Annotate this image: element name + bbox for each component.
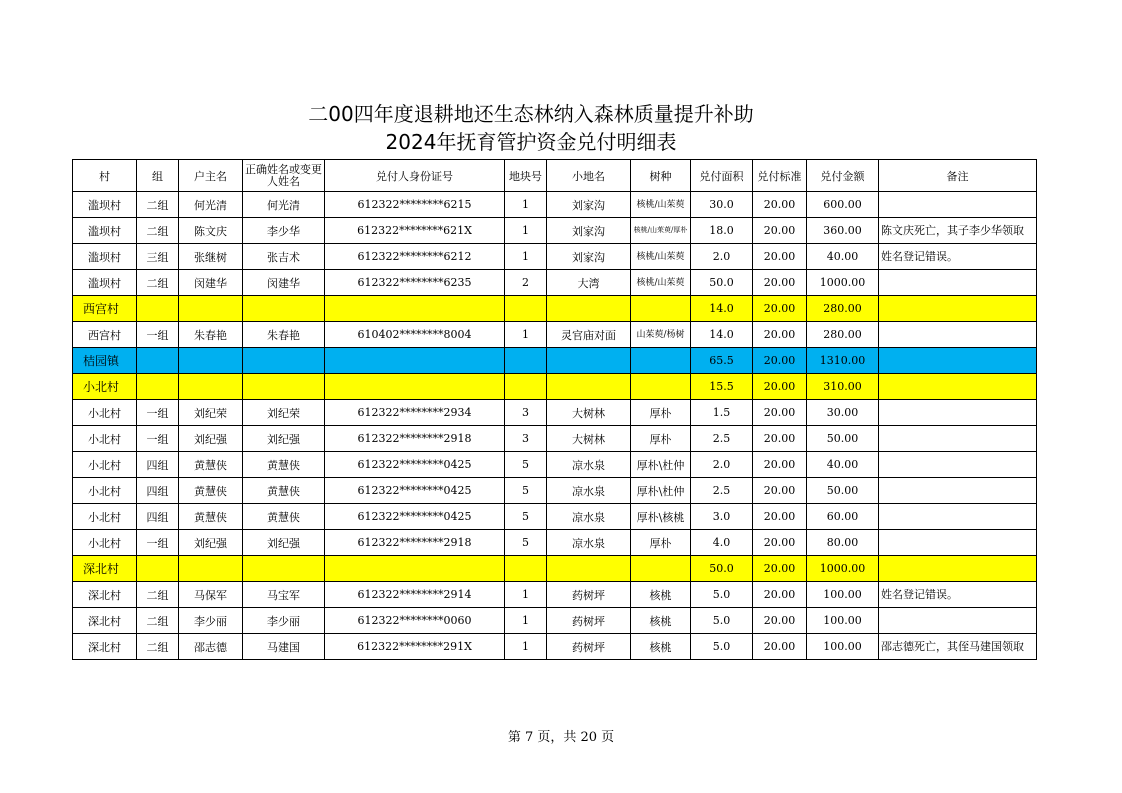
cell-village: 桔园镇 bbox=[73, 348, 137, 374]
cell-place-name bbox=[547, 348, 631, 374]
subtotal-row bbox=[73, 348, 1037, 374]
header-householder: 户主名 bbox=[179, 160, 243, 192]
cell-group bbox=[137, 348, 179, 374]
cell-amount: 280.00 bbox=[807, 296, 879, 322]
cell-id-number bbox=[325, 296, 505, 322]
table-row bbox=[73, 634, 1037, 660]
cell-remarks bbox=[879, 296, 1037, 322]
cell-place-name bbox=[547, 296, 631, 322]
cell-householder: 闵建华 bbox=[179, 270, 243, 296]
cell-tree-species: 厚朴 bbox=[631, 426, 691, 452]
cell-householder: 黄慧侠 bbox=[179, 478, 243, 504]
cell-id-number: 612322********2918 bbox=[325, 530, 505, 556]
cell-group: 一组 bbox=[137, 400, 179, 426]
cell-householder: 何光清 bbox=[179, 192, 243, 218]
cell-id-number: 612322********0425 bbox=[325, 478, 505, 504]
cell-area: 5.0 bbox=[691, 608, 753, 634]
cell-village: 小北村 bbox=[73, 452, 137, 478]
header-area: 兑付面积 bbox=[691, 160, 753, 192]
cell-corrected-name bbox=[243, 296, 325, 322]
cell-remarks bbox=[879, 556, 1037, 582]
cell-corrected-name: 李少丽 bbox=[243, 608, 325, 634]
header-amount: 兑付金额 bbox=[807, 160, 879, 192]
cell-village: 小北村 bbox=[73, 504, 137, 530]
cell-tree-species bbox=[631, 556, 691, 582]
cell-place-name bbox=[547, 556, 631, 582]
page-footer: 第 7 页，共 20 页 bbox=[507, 730, 615, 745]
cell-amount: 80.00 bbox=[807, 530, 879, 556]
cell-place-name: 凉水泉 bbox=[547, 478, 631, 504]
cell-area: 2.5 bbox=[691, 426, 753, 452]
cell-village: 小北村 bbox=[73, 478, 137, 504]
header-id-number: 兑付人身份证号 bbox=[325, 160, 505, 192]
cell-amount: 600.00 bbox=[807, 192, 879, 218]
cell-plot-number bbox=[505, 374, 547, 400]
cell-rate: 20.00 bbox=[753, 322, 807, 348]
cell-id-number: 612322********2934 bbox=[325, 400, 505, 426]
table-row bbox=[73, 270, 1037, 296]
cell-area: 2.0 bbox=[691, 244, 753, 270]
cell-place-name: 凉水泉 bbox=[547, 504, 631, 530]
cell-village: 小北村 bbox=[73, 426, 137, 452]
cell-place-name: 灵官庙对面 bbox=[547, 322, 631, 348]
cell-plot-number: 5 bbox=[505, 478, 547, 504]
cell-householder: 刘纪强 bbox=[179, 426, 243, 452]
cell-group bbox=[137, 296, 179, 322]
cell-area: 14.0 bbox=[691, 322, 753, 348]
cell-amount: 1310.00 bbox=[807, 348, 879, 374]
cell-amount: 50.00 bbox=[807, 478, 879, 504]
cell-tree-species: 厚朴\杜仲 bbox=[631, 452, 691, 478]
cell-place-name: 药树坪 bbox=[547, 582, 631, 608]
cell-place-name: 刘家沟 bbox=[547, 218, 631, 244]
cell-amount: 100.00 bbox=[807, 608, 879, 634]
cell-place-name: 大树林 bbox=[547, 400, 631, 426]
cell-remarks bbox=[879, 608, 1037, 634]
cell-householder: 刘纪强 bbox=[179, 530, 243, 556]
cell-place-name: 药树坪 bbox=[547, 608, 631, 634]
cell-householder: 朱春艳 bbox=[179, 322, 243, 348]
cell-village: 滥坝村 bbox=[73, 192, 137, 218]
cell-id-number: 612322********291X bbox=[325, 634, 505, 660]
cell-village: 小北村 bbox=[73, 530, 137, 556]
cell-amount: 280.00 bbox=[807, 322, 879, 348]
cell-tree-species: 厚朴\核桃 bbox=[631, 504, 691, 530]
table-row bbox=[73, 530, 1037, 556]
cell-area: 30.0 bbox=[691, 192, 753, 218]
cell-place-name: 凉水泉 bbox=[547, 530, 631, 556]
cell-amount: 1000.00 bbox=[807, 556, 879, 582]
cell-rate: 20.00 bbox=[753, 270, 807, 296]
cell-id-number: 612322********2918 bbox=[325, 426, 505, 452]
cell-id-number: 612322********2914 bbox=[325, 582, 505, 608]
cell-plot-number: 1 bbox=[505, 582, 547, 608]
cell-corrected-name: 马建国 bbox=[243, 634, 325, 660]
cell-rate: 20.00 bbox=[753, 608, 807, 634]
cell-plot-number: 1 bbox=[505, 192, 547, 218]
cell-area: 2.0 bbox=[691, 452, 753, 478]
cell-area: 2.5 bbox=[691, 478, 753, 504]
cell-remarks: 姓名登记错误。 bbox=[879, 582, 1037, 608]
cell-group: 二组 bbox=[137, 582, 179, 608]
cell-householder: 邵志德 bbox=[179, 634, 243, 660]
cell-corrected-name bbox=[243, 556, 325, 582]
cell-place-name: 大湾 bbox=[547, 270, 631, 296]
cell-group: 四组 bbox=[137, 452, 179, 478]
cell-village: 小北村 bbox=[73, 400, 137, 426]
cell-id-number: 610402********8004 bbox=[325, 322, 505, 348]
title-line-1: 二00四年度退耕地还生态林纳入森林质量提升补助 bbox=[308, 102, 754, 126]
cell-area: 3.0 bbox=[691, 504, 753, 530]
cell-corrected-name: 李少华 bbox=[243, 218, 325, 244]
cell-plot-number bbox=[505, 348, 547, 374]
cell-plot-number: 5 bbox=[505, 504, 547, 530]
cell-corrected-name bbox=[243, 374, 325, 400]
cell-rate: 20.00 bbox=[753, 452, 807, 478]
cell-place-name bbox=[547, 374, 631, 400]
cell-plot-number: 5 bbox=[505, 530, 547, 556]
cell-area: 14.0 bbox=[691, 296, 753, 322]
cell-area: 5.0 bbox=[691, 634, 753, 660]
cell-amount: 1000.00 bbox=[807, 270, 879, 296]
cell-plot-number: 5 bbox=[505, 452, 547, 478]
cell-householder: 黄慧侠 bbox=[179, 504, 243, 530]
cell-remarks bbox=[879, 452, 1037, 478]
cell-remarks bbox=[879, 400, 1037, 426]
cell-rate: 20.00 bbox=[753, 634, 807, 660]
table-row bbox=[73, 452, 1037, 478]
cell-plot-number: 1 bbox=[505, 218, 547, 244]
cell-group: 一组 bbox=[137, 322, 179, 348]
table-row bbox=[73, 244, 1037, 270]
cell-village: 滥坝村 bbox=[73, 218, 137, 244]
cell-corrected-name bbox=[243, 348, 325, 374]
cell-village: 深北村 bbox=[73, 556, 137, 582]
cell-amount: 50.00 bbox=[807, 426, 879, 452]
cell-area: 15.5 bbox=[691, 374, 753, 400]
table-row bbox=[73, 504, 1037, 530]
cell-area: 50.0 bbox=[691, 270, 753, 296]
cell-place-name: 刘家沟 bbox=[547, 244, 631, 270]
cell-remarks bbox=[879, 530, 1037, 556]
cell-rate: 20.00 bbox=[753, 478, 807, 504]
cell-group: 二组 bbox=[137, 218, 179, 244]
cell-plot-number bbox=[505, 556, 547, 582]
cell-id-number bbox=[325, 374, 505, 400]
cell-plot-number bbox=[505, 296, 547, 322]
cell-rate: 20.00 bbox=[753, 374, 807, 400]
cell-plot-number: 3 bbox=[505, 426, 547, 452]
cell-remarks bbox=[879, 426, 1037, 452]
header-place-name: 小地名 bbox=[547, 160, 631, 192]
cell-place-name: 凉水泉 bbox=[547, 452, 631, 478]
cell-plot-number: 1 bbox=[505, 322, 547, 348]
cell-rate: 20.00 bbox=[753, 218, 807, 244]
cell-householder bbox=[179, 374, 243, 400]
cell-tree-species: 核桃 bbox=[631, 582, 691, 608]
cell-id-number: 612322********0425 bbox=[325, 452, 505, 478]
cell-id-number bbox=[325, 348, 505, 374]
cell-rate: 20.00 bbox=[753, 582, 807, 608]
cell-householder bbox=[179, 296, 243, 322]
cell-village: 西宫村 bbox=[73, 322, 137, 348]
cell-tree-species: 核桃/山茱萸 bbox=[631, 192, 691, 218]
cell-group: 三组 bbox=[137, 244, 179, 270]
cell-group: 二组 bbox=[137, 192, 179, 218]
cell-householder: 张继树 bbox=[179, 244, 243, 270]
cell-group: 二组 bbox=[137, 270, 179, 296]
header-remarks: 备注 bbox=[879, 160, 1037, 192]
table-row bbox=[73, 426, 1037, 452]
cell-amount: 30.00 bbox=[807, 400, 879, 426]
cell-id-number: 612322********621X bbox=[325, 218, 505, 244]
cell-area: 65.5 bbox=[691, 348, 753, 374]
table-row bbox=[73, 582, 1037, 608]
cell-village: 深北村 bbox=[73, 608, 137, 634]
header-rate: 兑付标准 bbox=[753, 160, 807, 192]
title-line-2: 2024年抚育管护资金兑付明细表 bbox=[385, 130, 677, 154]
cell-corrected-name: 黄慧侠 bbox=[243, 478, 325, 504]
cell-tree-species: 核桃/山茱萸/厚朴 bbox=[631, 218, 691, 244]
cell-amount: 100.00 bbox=[807, 634, 879, 660]
cell-area: 1.5 bbox=[691, 400, 753, 426]
cell-corrected-name: 黄慧侠 bbox=[243, 452, 325, 478]
cell-amount: 100.00 bbox=[807, 582, 879, 608]
cell-remarks bbox=[879, 270, 1037, 296]
cell-tree-species: 厚朴 bbox=[631, 400, 691, 426]
table-row bbox=[73, 608, 1037, 634]
cell-corrected-name: 朱春艳 bbox=[243, 322, 325, 348]
payment-detail-table bbox=[72, 159, 1037, 660]
cell-rate: 20.00 bbox=[753, 348, 807, 374]
cell-householder bbox=[179, 556, 243, 582]
cell-group: 四组 bbox=[137, 478, 179, 504]
cell-householder: 刘纪荣 bbox=[179, 400, 243, 426]
cell-id-number: 612322********6235 bbox=[325, 270, 505, 296]
cell-amount: 40.00 bbox=[807, 452, 879, 478]
subtotal-row bbox=[73, 556, 1037, 582]
table-row bbox=[73, 218, 1037, 244]
cell-remarks bbox=[879, 192, 1037, 218]
cell-rate: 20.00 bbox=[753, 530, 807, 556]
cell-tree-species bbox=[631, 348, 691, 374]
cell-area: 5.0 bbox=[691, 582, 753, 608]
cell-householder bbox=[179, 348, 243, 374]
cell-remarks bbox=[879, 322, 1037, 348]
table-row bbox=[73, 400, 1037, 426]
cell-corrected-name: 刘纪强 bbox=[243, 530, 325, 556]
cell-householder: 李少丽 bbox=[179, 608, 243, 634]
cell-group: 一组 bbox=[137, 426, 179, 452]
cell-corrected-name: 马宝军 bbox=[243, 582, 325, 608]
cell-village: 深北村 bbox=[73, 634, 137, 660]
cell-corrected-name: 张吉术 bbox=[243, 244, 325, 270]
cell-village: 西宫村 bbox=[73, 296, 137, 322]
cell-id-number: 612322********0060 bbox=[325, 608, 505, 634]
cell-village: 小北村 bbox=[73, 374, 137, 400]
cell-id-number: 612322********6215 bbox=[325, 192, 505, 218]
cell-rate: 20.00 bbox=[753, 192, 807, 218]
cell-tree-species: 厚朴 bbox=[631, 530, 691, 556]
subtotal-row bbox=[73, 374, 1037, 400]
header-tree-species: 树种 bbox=[631, 160, 691, 192]
cell-corrected-name: 黄慧侠 bbox=[243, 504, 325, 530]
cell-plot-number: 1 bbox=[505, 608, 547, 634]
cell-tree-species: 核桃 bbox=[631, 634, 691, 660]
cell-corrected-name: 刘纪荣 bbox=[243, 400, 325, 426]
cell-remarks: 陈文庆死亡，其子李少华领取 bbox=[879, 218, 1037, 244]
cell-corrected-name: 何光清 bbox=[243, 192, 325, 218]
cell-place-name: 药树坪 bbox=[547, 634, 631, 660]
cell-place-name: 大树林 bbox=[547, 426, 631, 452]
cell-tree-species: 厚朴\杜仲 bbox=[631, 478, 691, 504]
cell-village: 滥坝村 bbox=[73, 270, 137, 296]
cell-remarks bbox=[879, 504, 1037, 530]
cell-rate: 20.00 bbox=[753, 296, 807, 322]
cell-rate: 20.00 bbox=[753, 244, 807, 270]
cell-village: 滥坝村 bbox=[73, 244, 137, 270]
cell-place-name: 刘家沟 bbox=[547, 192, 631, 218]
cell-group bbox=[137, 374, 179, 400]
cell-corrected-name: 闵建华 bbox=[243, 270, 325, 296]
header-group: 组 bbox=[137, 160, 179, 192]
cell-id-number: 612322********0425 bbox=[325, 504, 505, 530]
cell-plot-number: 2 bbox=[505, 270, 547, 296]
subtotal-row bbox=[73, 296, 1037, 322]
cell-tree-species: 核桃/山茱萸 bbox=[631, 244, 691, 270]
header-village: 村 bbox=[73, 160, 137, 192]
cell-remarks bbox=[879, 478, 1037, 504]
cell-area: 50.0 bbox=[691, 556, 753, 582]
cell-tree-species bbox=[631, 374, 691, 400]
table-row bbox=[73, 478, 1037, 504]
cell-remarks: 邵志德死亡，其侄马建国领取 bbox=[879, 634, 1037, 660]
cell-id-number: 612322********6212 bbox=[325, 244, 505, 270]
cell-rate: 20.00 bbox=[753, 400, 807, 426]
cell-tree-species: 核桃 bbox=[631, 608, 691, 634]
cell-tree-species bbox=[631, 296, 691, 322]
cell-remarks bbox=[879, 374, 1037, 400]
cell-amount: 310.00 bbox=[807, 374, 879, 400]
cell-tree-species: 核桃/山茱萸 bbox=[631, 270, 691, 296]
cell-area: 18.0 bbox=[691, 218, 753, 244]
cell-id-number bbox=[325, 556, 505, 582]
cell-group: 二组 bbox=[137, 608, 179, 634]
cell-group bbox=[137, 556, 179, 582]
cell-area: 4.0 bbox=[691, 530, 753, 556]
cell-householder: 马保军 bbox=[179, 582, 243, 608]
table-header-row bbox=[73, 160, 1037, 192]
cell-rate: 20.00 bbox=[753, 426, 807, 452]
cell-plot-number: 1 bbox=[505, 634, 547, 660]
table-row bbox=[73, 192, 1037, 218]
cell-plot-number: 1 bbox=[505, 244, 547, 270]
cell-group: 四组 bbox=[137, 504, 179, 530]
cell-householder: 黄慧侠 bbox=[179, 452, 243, 478]
header-plot-number: 地块号 bbox=[505, 160, 547, 192]
cell-amount: 60.00 bbox=[807, 504, 879, 530]
table-row bbox=[73, 322, 1037, 348]
cell-householder: 陈文庆 bbox=[179, 218, 243, 244]
cell-amount: 40.00 bbox=[807, 244, 879, 270]
cell-remarks bbox=[879, 348, 1037, 374]
cell-rate: 20.00 bbox=[753, 556, 807, 582]
cell-group: 一组 bbox=[137, 530, 179, 556]
cell-plot-number: 3 bbox=[505, 400, 547, 426]
cell-tree-species: 山茱萸/杨树 bbox=[631, 322, 691, 348]
header-corrected-name: 正确姓名或变更人姓名 bbox=[243, 160, 325, 192]
cell-rate: 20.00 bbox=[753, 504, 807, 530]
cell-village: 深北村 bbox=[73, 582, 137, 608]
cell-group: 二组 bbox=[137, 634, 179, 660]
cell-remarks: 姓名登记错误。 bbox=[879, 244, 1037, 270]
cell-amount: 360.00 bbox=[807, 218, 879, 244]
cell-corrected-name: 刘纪强 bbox=[243, 426, 325, 452]
